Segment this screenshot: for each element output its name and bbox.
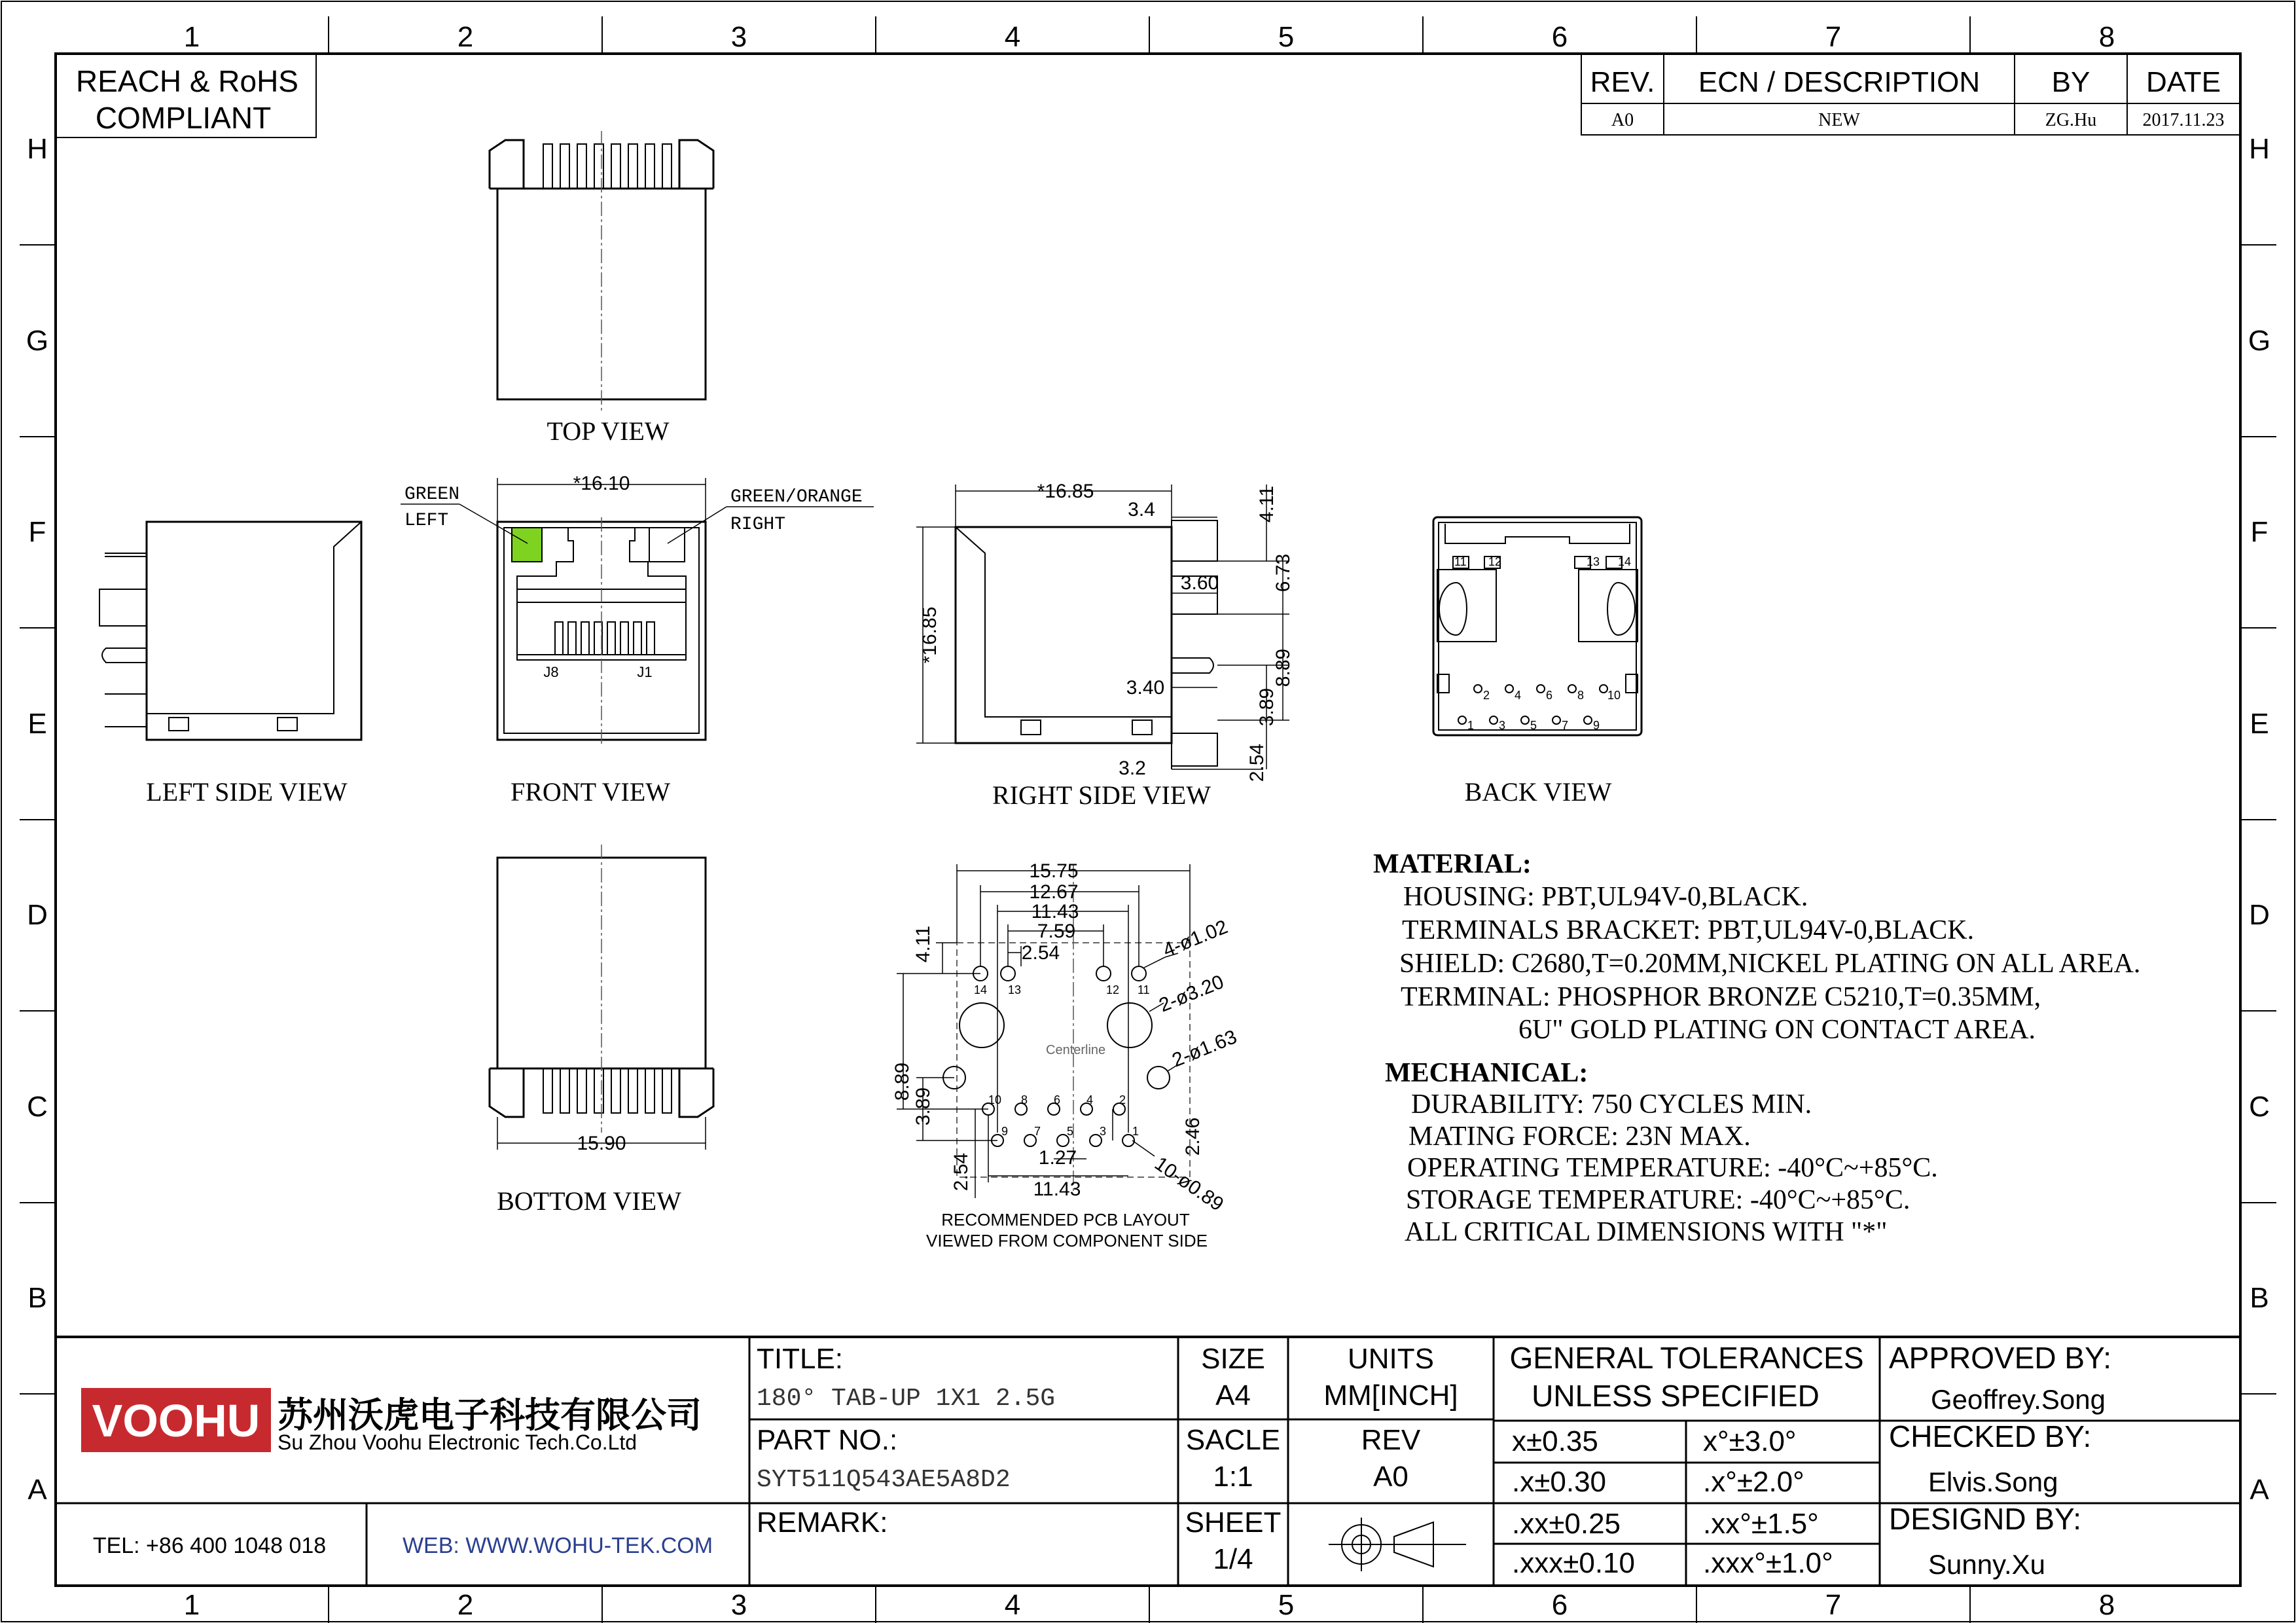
pcb-dim-2-46: 2.46 [1182,1117,1204,1156]
pcb-pin-13: 13 [1008,983,1022,996]
zone-row-b-right: B [2250,1282,2269,1314]
zone-col-5-top: 5 [1278,21,1295,53]
zone-col-4-top: 4 [1004,21,1021,53]
compliance-line-1: REACH & RoHS [76,64,298,98]
mechanical-line-2: MATING FORCE: 23N MAX. [1408,1122,1751,1152]
zone-row-c-right: C [2249,1091,2270,1123]
material-line-1: HOUSING: PBT,UL94V-0,BLACK. [1403,882,1808,912]
size-value: A4 [1215,1379,1251,1412]
zone-col-2-bottom: 2 [457,1589,474,1621]
date-value: 2017.11.23 [2142,110,2225,130]
top-view [490,131,713,446]
zone-row-e-left: E [27,708,47,740]
tol-linear-2: .xx±0.25 [1512,1508,1621,1540]
back-pin-4: 4 [1515,689,1522,702]
led-green-left [512,528,542,562]
sheet-label: SHEET [1185,1506,1282,1539]
mechanical-line-5: ALL CRITICAL DIMENSIONS WITH "*" [1405,1217,1888,1247]
pcb-pin-14: 14 [974,983,988,996]
designed-by-value: Sunny.Xu [1928,1549,2046,1580]
led-green-orange-right [649,528,685,562]
pcb-pin-12: 12 [1106,983,1120,996]
front-led-left-label-2: LEFT [404,511,449,531]
tol-linear-0: x±0.35 [1512,1425,1598,1457]
back-pin-12: 12 [1488,555,1502,568]
back-pin-14: 14 [1618,555,1632,568]
back-pin-11: 11 [1454,555,1467,568]
material-title: MATERIAL: [1373,849,1532,879]
bottom-view-terminals [543,1068,672,1113]
compliance-line-2: COMPLIANT [95,101,272,135]
revision-table [1581,54,2240,135]
zone-col-1-bottom: 1 [183,1589,200,1621]
checked-by-value: Elvis.Song [1928,1467,2058,1497]
zone-col-1-top: 1 [183,21,200,53]
right-dim-3-4: 3.4 [1128,499,1155,520]
zone-col-3-top: 3 [730,21,747,53]
remark-label: REMARK: [757,1506,888,1539]
right-side-view-label: RIGHT SIDE VIEW [992,780,1211,810]
pcb-dim-8-89: 8.89 [891,1062,913,1101]
zone-row-c-left: C [27,1091,48,1123]
checked-by-label: CHECKED BY: [1889,1419,2092,1453]
pcb-pin-1: 1 [1132,1125,1139,1138]
pcb-dim-4-11: 4.11 [912,925,934,963]
pcb-dim-15-75: 15.75 [1029,860,1079,882]
pcb-pin-6: 6 [1054,1093,1061,1106]
right-dim-3-89: 3.89 [1256,687,1278,727]
bottom-view [490,845,713,1216]
zone-col-6-bottom: 6 [1551,1589,1568,1621]
units-label: UNITS [1348,1343,1434,1375]
pcb-pin-8: 8 [1021,1093,1028,1106]
zone-row-f-left: F [28,516,46,548]
part-no-label: PART NO.: [757,1424,898,1456]
pcb-pin-9: 9 [1001,1125,1009,1138]
bottom-view-label: BOTTOM VIEW [497,1186,681,1216]
part-no-value: SYT511Q543AE5A8D2 [757,1466,1011,1494]
zone-row-a-right: A [2250,1474,2269,1506]
zone-row-h-right: H [2249,133,2270,165]
tolerance-title-1: GENERAL TOLERANCES [1509,1341,1864,1375]
zone-col-3-bottom: 3 [730,1589,747,1621]
right-dim-3-60: 3.60 [1180,572,1219,594]
by-value: ZG.Hu [2045,110,2097,130]
zone-col-7-bottom: 7 [1825,1589,1842,1621]
back-pin-5: 5 [1530,719,1537,732]
units-value: MM[INCH] [1323,1379,1458,1412]
rev-title-value: A0 [1373,1461,1408,1493]
by-header: BY [2051,66,2090,98]
tol-angular-3: .xxx°±1.0° [1703,1547,1833,1579]
pcb-dim-12-67: 12.67 [1029,881,1079,903]
date-header: DATE [2145,66,2221,98]
back-pin-6: 6 [1546,689,1553,702]
designed-by-label: DESIGND BY: [1889,1502,2081,1536]
pcb-label-line-2: VIEWED FROM COMPONENT SIDE [926,1231,1208,1250]
pcb-pin-11: 11 [1138,983,1150,996]
company-web: WEB: WWW.WOHU-TEK.COM [402,1533,713,1558]
zone-row-e-right: E [2250,708,2269,740]
pcb-pin-7: 7 [1034,1125,1041,1138]
company-name-en: Su Zhou Voohu Electronic Tech.Co.Ltd [278,1431,637,1454]
title-block [56,1337,2240,1586]
zone-col-8-top: 8 [2098,21,2115,53]
pcb-dim-7-59: 7.59 [1037,921,1076,942]
right-side-view [916,481,1294,810]
zone-row-d-right: D [2249,899,2270,931]
mechanical-title: MECHANICAL: [1385,1058,1588,1088]
front-width-dim: *16.10 [573,473,630,494]
material-line-5: 6U" GOLD PLATING ON CONTACT AREA. [1518,1015,2036,1045]
pcb-hole-2-d1-63: 2-ø1.63 [1169,1026,1240,1072]
pcb-layout [891,860,1240,1250]
pcb-dim-11-43-top: 11.43 [1031,901,1079,922]
front-view-label: FRONT VIEW [510,777,671,807]
approved-by-value: Geoffrey.Song [1931,1384,2106,1415]
front-led-right-label-1: GREEN/ORANGE [730,487,863,507]
zone-col-6-top: 6 [1551,21,1568,53]
tol-angular-0: x°±3.0° [1703,1425,1797,1457]
zone-col-7-top: 7 [1825,21,1842,53]
front-pin-j8: J8 [543,664,559,680]
pcb-pin-10: 10 [988,1093,1002,1106]
right-dim-3-2: 3.2 [1119,757,1146,779]
size-label: SIZE [1201,1343,1265,1375]
zone-row-a-left: A [27,1474,47,1506]
tolerance-title-2: UNLESS SPECIFIED [1532,1379,1820,1413]
pcb-hole-4-d1-02: 4-ø1.02 [1160,916,1231,962]
left-side-view-label: LEFT SIDE VIEW [146,777,348,807]
pcb-dim-11-43-bottom: 11.43 [1033,1178,1081,1200]
tol-linear-1: .x±0.30 [1512,1466,1607,1498]
tol-angular-2: .xx°±1.5° [1703,1508,1819,1540]
back-pin-1: 1 [1467,719,1475,732]
zone-col-8-bottom: 8 [2098,1589,2115,1621]
pcb-dim-2-54-top: 2.54 [1021,942,1060,964]
material-line-2: TERMINALS BRACKET: PBT,UL94V-0,BLACK. [1402,915,1975,945]
right-dim-2-54: 2.54 [1246,743,1268,782]
pcb-pin-3: 3 [1100,1125,1107,1138]
pcb-pin-2: 2 [1119,1093,1126,1106]
top-view-label: TOP VIEW [547,416,670,446]
zone-col-4-bottom: 4 [1004,1589,1021,1621]
right-dim-4-11: 4.11 [1256,485,1278,523]
zone-col-5-bottom: 5 [1278,1589,1295,1621]
compliance-box [56,54,316,137]
back-pin-7: 7 [1562,719,1569,732]
title-value: 180° TAB-UP 1X1 2.5G [757,1385,1056,1413]
rev-label: REV [1361,1424,1421,1456]
company-tel: TEL: +86 400 1048 018 [92,1533,327,1558]
back-view [1433,517,1641,807]
sheet-value: 1/4 [1213,1543,1253,1575]
back-pin-13: 13 [1587,555,1600,568]
right-dim-3-40: 3.40 [1126,677,1165,699]
zone-row-g-right: G [2248,325,2271,357]
scale-value: 1:1 [1213,1461,1253,1493]
front-led-right-label-2: RIGHT [730,515,786,535]
front-view-contacts [555,622,655,655]
ecn-header: ECN / DESCRIPTION [1698,66,1981,98]
pcb-hole-2-d3-20: 2-ø3.20 [1156,971,1227,1017]
zone-row-g-left: G [26,325,49,357]
zone-row-f-right: F [2250,516,2269,548]
right-width-dim: *16.85 [1037,481,1094,502]
back-view-label: BACK VIEW [1464,777,1612,807]
pcb-dim-1-27: 1.27 [1038,1147,1077,1169]
pcb-dim-3-89: 3.89 [912,1087,934,1126]
material-line-3: SHIELD: C2680,T=0.20MM,NICKEL PLATING ON ALL AREA. [1399,949,2141,979]
rev-value: A0 [1611,110,1634,130]
top-view-terminals [543,144,672,189]
mechanical-line-1: DURABILITY: 750 CYCLES MIN. [1411,1089,1812,1120]
bottom-width-dim: 15.90 [577,1133,626,1154]
scale-label: SACLE [1185,1424,1281,1456]
back-pin-9: 9 [1593,719,1600,732]
right-dim-6-73: 6.73 [1272,553,1294,593]
pcb-pin-5: 5 [1067,1125,1074,1138]
logo-text: VOOHU [92,1395,260,1446]
back-pin-3: 3 [1499,719,1506,732]
front-view [401,473,874,807]
approved-by-label: APPROVED BY: [1889,1341,2112,1375]
pcb-label-line-1: RECOMMENDED PCB LAYOUT [941,1210,1190,1230]
left-side-view [99,522,361,807]
pcb-centerline-label: Centerline [1046,1043,1106,1057]
zone-row-h-left: H [27,133,48,165]
zone-row-b-left: B [27,1282,47,1314]
right-dim-8-89: 8.89 [1272,648,1294,687]
notes [1373,849,2140,1247]
back-pin-10: 10 [1607,689,1621,702]
ecn-value: NEW [1818,110,1860,130]
back-pin-8: 8 [1577,689,1585,702]
front-pin-j1: J1 [637,664,653,680]
pcb-dim-2-54-left: 2.54 [950,1152,972,1192]
projection-symbol-icon [1329,1518,1466,1571]
company-name-cn: 苏州沃虎电子科技有限公司 [278,1396,702,1435]
mechanical-line-4: STORAGE TEMPERATURE: -40°C~+85°C. [1406,1185,1910,1215]
zone-row-d-left: D [27,899,48,931]
drawing-border [1,1,2295,1623]
material-line-4: TERMINAL: PHOSPHOR BRONZE C5210,T=0.35MM, [1401,982,2041,1012]
pcb-hole-10-d0-89: 10-ø0.89 [1150,1152,1228,1216]
zone-col-2-top: 2 [457,21,474,53]
tol-linear-3: .xxx±0.10 [1512,1547,1636,1579]
front-led-left-label-1: GREEN [404,484,460,505]
title-label: TITLE: [757,1343,844,1375]
pcb-pin-4: 4 [1086,1093,1094,1106]
mechanical-line-3: OPERATING TEMPERATURE: -40°C~+85°C. [1407,1153,1938,1183]
tol-angular-1: .x°±2.0° [1703,1466,1804,1498]
back-pin-2: 2 [1483,689,1490,702]
rev-header: REV. [1590,66,1655,98]
right-height-dim: *16.85 [919,606,941,664]
